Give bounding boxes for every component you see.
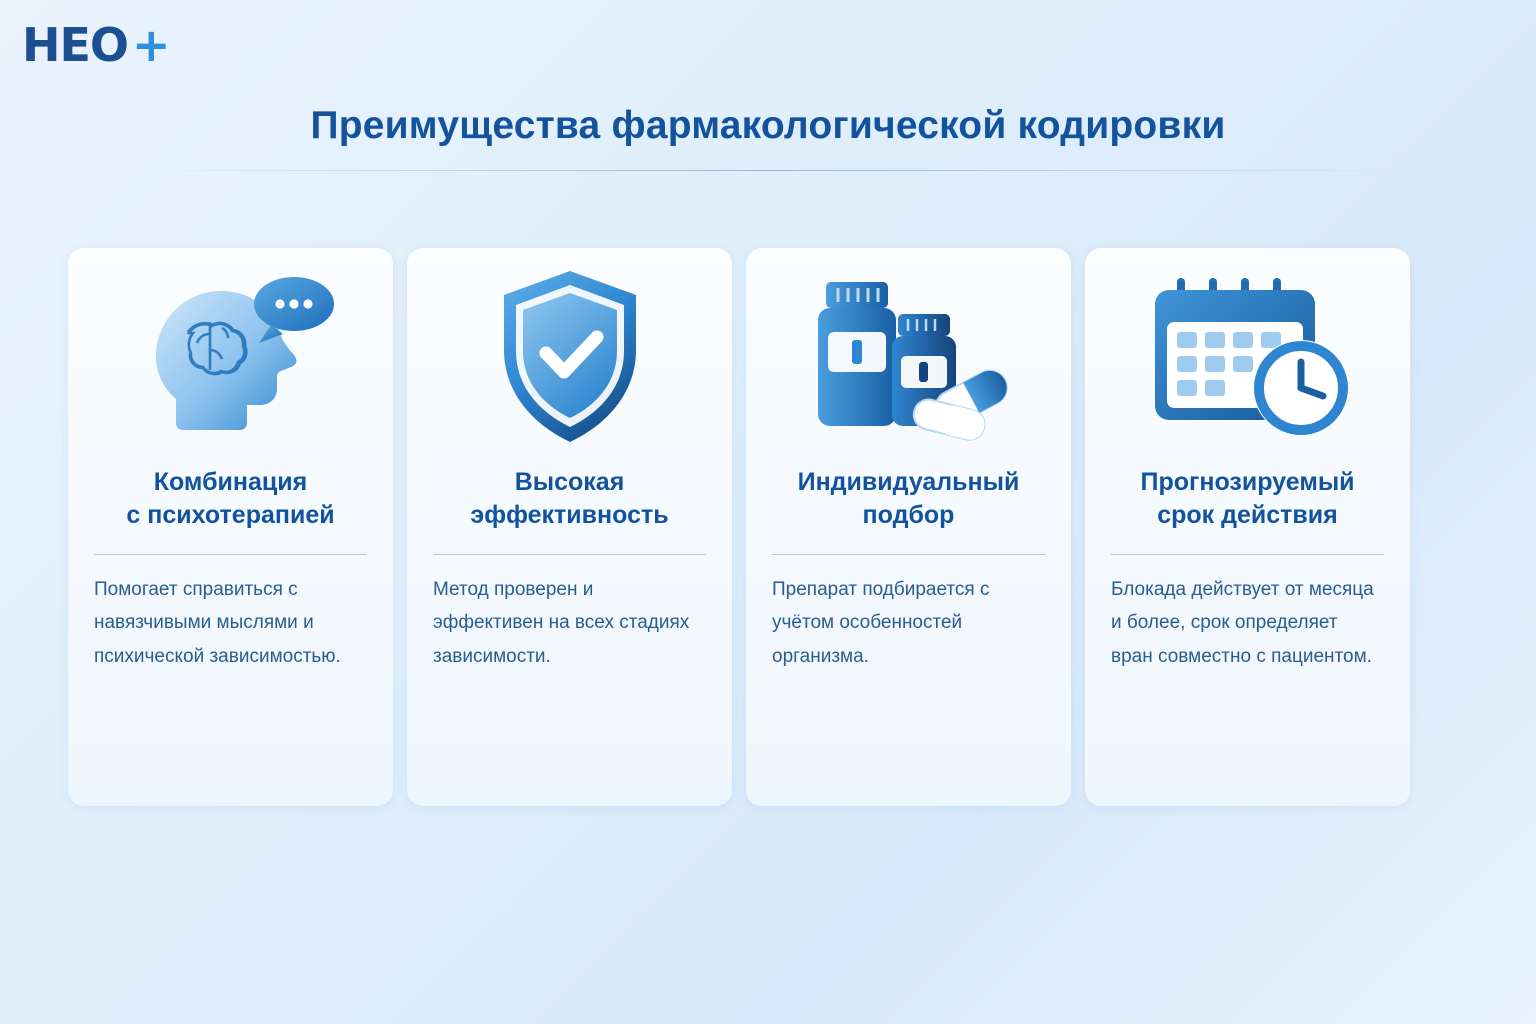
card-title (1140, 466, 1354, 540)
card-title-line-2: подбор (862, 500, 955, 529)
page-title-block (0, 104, 1536, 171)
benefit-card-individual-selection (746, 248, 1071, 806)
card-title-line-2: срок действия (1157, 500, 1338, 529)
card-title-line-1: Высокая (514, 468, 625, 496)
card-title (126, 466, 334, 540)
benefit-card-predictable-duration (1085, 248, 1410, 806)
card-body-text: Препарат подбирается с учётом особенностей организма. (772, 579, 990, 667)
card-title (470, 466, 668, 540)
benefit-card-high-effectiveness (407, 248, 732, 806)
card-title (798, 466, 1020, 540)
brand-logo-text: HEO (22, 18, 129, 72)
head-brain-speech-bubble-icon (94, 248, 367, 466)
card-title-line-2: эффективность (470, 500, 669, 529)
page-title: Преимущества фармакологической кодировки (310, 104, 1226, 147)
pill-bottles-capsules-icon (772, 248, 1045, 466)
card-divider (433, 554, 706, 555)
benefit-card-list (68, 248, 1468, 806)
brand-logo-plus-icon: + (132, 18, 171, 72)
card-body-text: Блокада действует от месяца и более, срок определяет вран совместно с пациентом. (1111, 579, 1374, 667)
brand-logo (22, 18, 171, 72)
card-title-line-1: Прогнозируемый (1140, 468, 1355, 496)
card-title-line-1: Индивидуальный (797, 468, 1020, 496)
title-divider (133, 170, 1403, 171)
shield-check-icon (433, 248, 706, 466)
card-title-line-1: Комбинация (153, 468, 308, 496)
card-body-text: Метод проверен и эффективен на всех стадиях зависимости. (433, 579, 690, 667)
calendar-clock-icon (1111, 248, 1384, 466)
card-title-line-2: с психотерапией (126, 500, 335, 529)
card-body-text: Помогает справиться с навязчивыми мыслями и психической зависимостью. (94, 579, 341, 667)
card-divider (772, 554, 1045, 555)
card-divider (1111, 554, 1384, 555)
card-divider (94, 554, 367, 555)
benefit-card-combination-psychotherapy (68, 248, 393, 806)
